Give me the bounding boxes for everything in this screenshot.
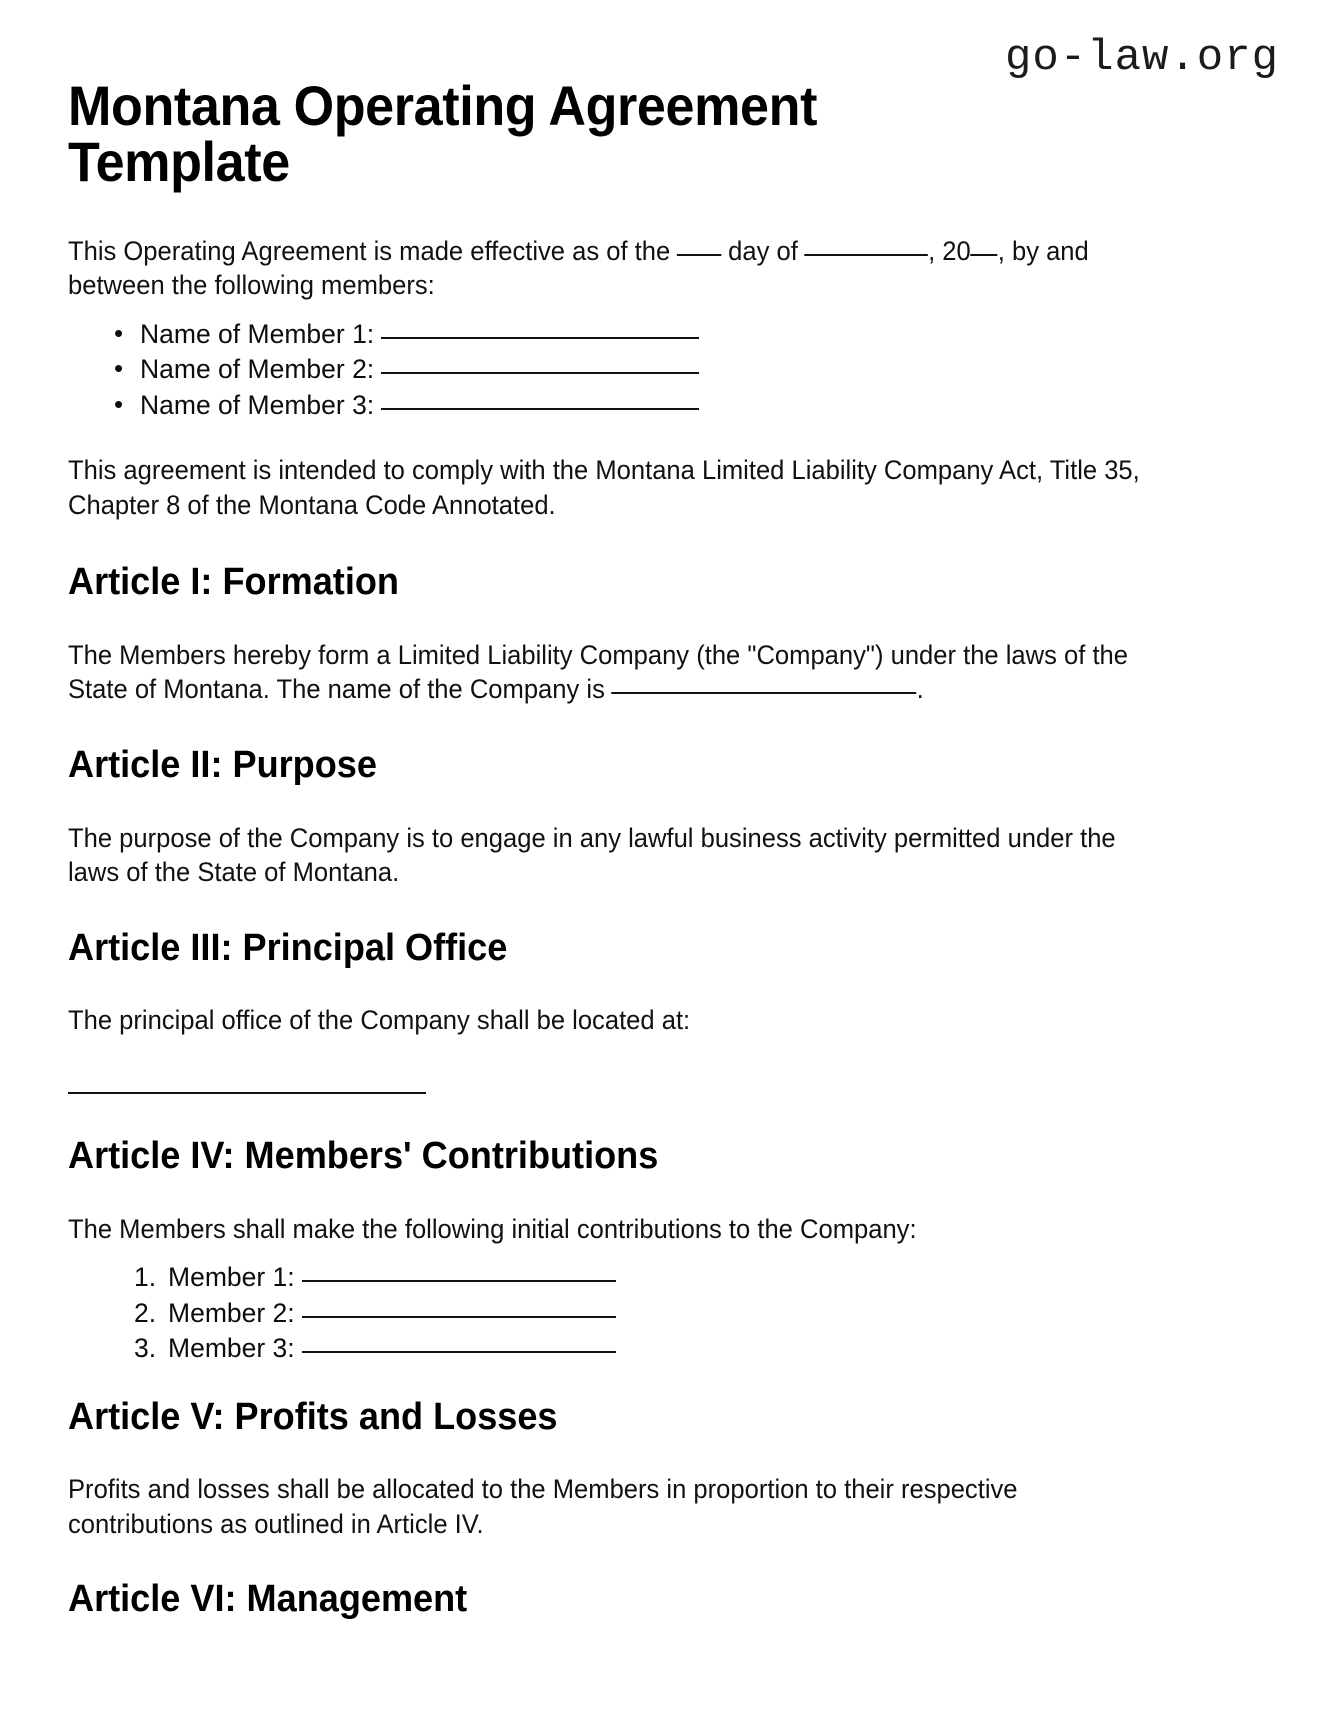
blank-day (677, 254, 721, 256)
member-1-label: Name of Member 1: (140, 318, 375, 349)
article-4-body: The Members shall make the following initial contributions to the Company: (68, 1213, 917, 1244)
article-2-body: The purpose of the Company is to engage in any lawful business activity permitted under the laws of the State of Montana. (68, 822, 1116, 888)
member-3-label: Name of Member 3: (140, 389, 375, 420)
list-item (110, 388, 1158, 424)
blank-member-3-name (381, 408, 699, 410)
blank-member-1-name (381, 337, 699, 339)
list-item (110, 352, 1158, 388)
intro-text-part-1: This Operating Agreement is made effective as of the (68, 236, 671, 266)
document-content (68, 74, 1158, 1621)
page-title-line-2: Template (68, 130, 290, 193)
member-2-label: Name of Member 2: (140, 354, 375, 385)
heading-article-1: Article I: Formation (68, 561, 399, 604)
contribution-member-2-label: Member 2: (168, 1297, 295, 1328)
contributions-list (68, 1260, 1158, 1367)
page-title-line-1: Montana Operating Agreement (68, 74, 818, 137)
blank-contribution-1 (302, 1280, 616, 1282)
heading-article-5: Article V: Profits and Losses (68, 1395, 558, 1438)
watermark-go-law-org: go-law.org (1004, 33, 1279, 83)
intro-paragraph (68, 234, 1157, 303)
intro-text-part-2: day of (728, 236, 798, 266)
list-item (168, 1260, 1158, 1296)
contribution-member-1-label: Member 1: (168, 1262, 295, 1293)
intro-text-part-4: , by and between the following members: (68, 236, 1089, 301)
article-1-text-part-2: . (916, 674, 924, 705)
blank-month (805, 254, 929, 256)
heading-article-2: Article II: Purpose (68, 743, 377, 786)
blank-contribution-3 (302, 1351, 616, 1353)
blank-company-name (612, 692, 917, 694)
list-item (168, 1331, 1158, 1367)
article-5-body: Profits and losses shall be allocated to the Members in proportion to their respective contributions as outlined in Article IV. (68, 1474, 1018, 1539)
member-name-list (68, 317, 1158, 424)
article-3-body: The principal office of the Company shall be located at: (68, 1005, 691, 1036)
list-item (168, 1296, 1158, 1332)
list-item (110, 317, 1158, 353)
contribution-member-3-label: Member 3: (168, 1333, 295, 1364)
heading-article-4: Article IV: Members' Contributions (68, 1134, 659, 1177)
page-title (68, 74, 1147, 193)
blank-member-2-name (381, 372, 699, 374)
compliance-paragraph: This agreement is intended to comply with the Montana Limited Liability Company Act, Title 35, Chapter 8 of the Montana Code Annotated. (68, 455, 1140, 520)
article-1-text-part-1: The Members hereby form a Limited Liability Company (the "Company") under the laws of the State of Montana. The name of the Company is (68, 640, 1129, 705)
heading-article-6: Article VI: Management (68, 1578, 468, 1621)
blank-year (971, 254, 998, 256)
article-1-body (68, 638, 1157, 707)
heading-article-3: Article III: Principal Office (68, 926, 508, 969)
intro-text-part-3: , 20 (928, 236, 971, 266)
blank-contribution-2 (302, 1316, 616, 1318)
